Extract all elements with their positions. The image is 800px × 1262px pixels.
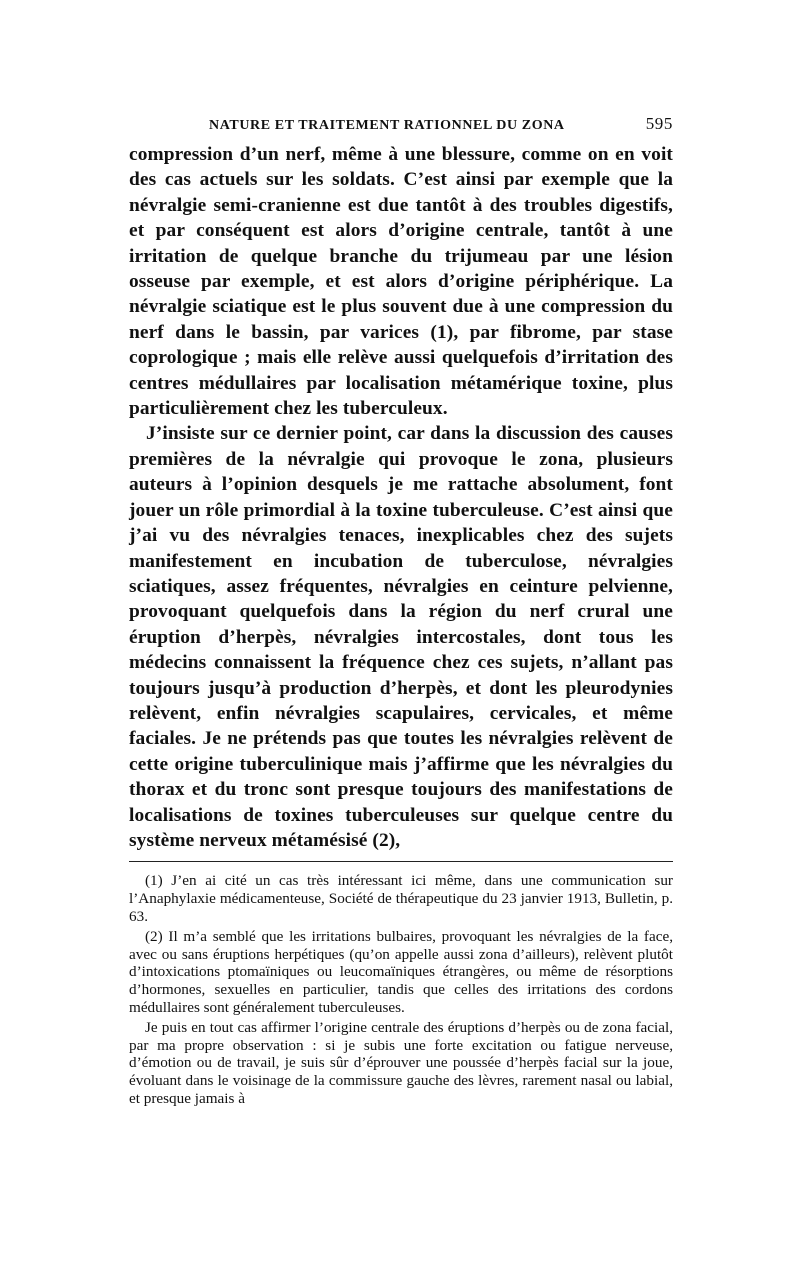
- paragraph: J’insiste sur ce dernier point, car dans la discussion des causes premières de la névralgie qui provoque le zona, plusieurs auteurs à l’opinion desquels je me rattache absolument, font jouer un rôle primordial à la toxine tuberculeuse. C’est ainsi que j’ai vu des névralgies tenaces, inexplicables chez des sujets manifestement en incubation de tuberculose, névralgies sciatiques, assez fréquentes, névralgies en ceinture pelvienne, provoquant quelquefois dans la région du nerf crural une éruption d’herpès, névralgies intercostales, dont tous les médecins connaissent la fréquence chez ces sujets, n’allant pas toujours jusqu’à production d’herpès, et dont les pleurodynies relèvent, enfin névralgies scapulaires, cervicales, et même faciales. Je ne prétends pas que toutes les névralgies relèvent de cette origine tuberculinique mais j’affirme que les névralgies du thorax et du tronc sont presque toujours des manifestations de localisations de toxines tuberculeuses sur quelque centre du système nerveux métamésisé (2),: [129, 423, 673, 851]
- footnote-2-continued: Je puis en tout cas affirmer l’origine centrale des éruptions d’herpès ou de zona facial, par ma propre observation : si je subis une forte excitation ou fatigue nerveuse, d’émotion ou de travail, je suis sûr d’éprouver une poussée d’herpès facial sur la joue, évoluant dans le voisinage de la commissure gauche des lèvres, rarement nasal ou labial, et presque jamais à: [129, 1019, 673, 1107]
- book-page: [129, 112, 673, 1107]
- body-text: [129, 142, 673, 853]
- running-title: NATURE ET TRAITEMENT RATIONNEL DU ZONA: [209, 118, 565, 133]
- page-number: 595: [645, 114, 673, 133]
- footnote-separator: [129, 861, 673, 862]
- footnote-1: (1) J’en ai cité un cas très intéressant ici même, dans une communication sur l’Anaphylaxie médicamenteuse, Société de thérapeutique du 23 janvier 1913, Bulletin, p. 63.: [129, 872, 673, 925]
- paragraph-continued: compression d’un nerf, même à une blessure, comme on en voit des cas actuels sur les soldats. C’est ainsi par exemple que la névralgie semi-cranienne est due tantôt à des troubles digestifs, et par conséquent est alors d’origine centrale, tantôt à une irritation de quelque branche du trijumeau par une lésion osseuse par exemple, et est alors d’origine périphérique. La névralgie sciatique est le plus souvent due à une compression du nerf dans le bassin, par varices (1), par fibrome, par stase coprologique ; mais elle relève aussi quelquefois d’irritation des centres médullaires par localisation métamérique toxine, plus particulièrement chez les tuberculeux.: [129, 144, 673, 420]
- running-head: [129, 112, 673, 142]
- footnote-2: (2) Il m’a semblé que les irritations bulbaires, provoquant les névralgies de la face, avec ou sans éruptions herpétiques (qu’on appelle aussi zona d’ailleurs), relèvent plutôt d’intoxications ptomaïniques ou leucomaïniques étrangères, ou même de résorptions d’hormones, sexuelles en particulier, tandis que celles des irritations des cordons médullaires sont généralement tuberculeuses.: [129, 928, 673, 1016]
- footnotes: [129, 872, 673, 1107]
